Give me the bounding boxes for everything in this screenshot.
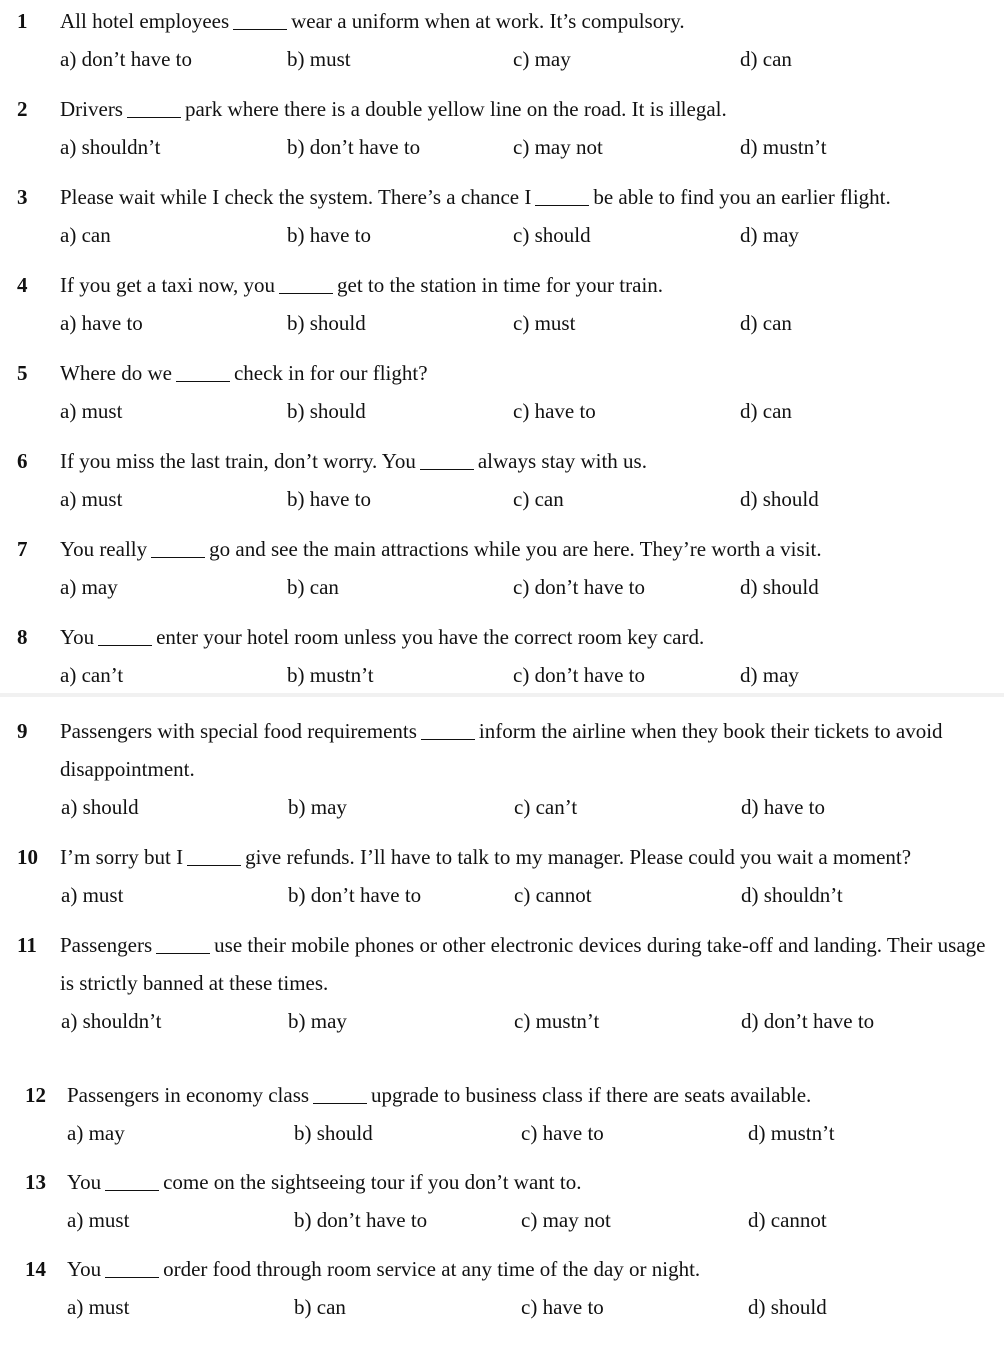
option-c[interactable]: c) may [513,47,571,71]
question-number: 10 [17,845,38,869]
option-a[interactable]: a) can [60,223,111,247]
option-a[interactable]: a) must [67,1208,130,1232]
answer-blank [105,1257,159,1278]
option-b[interactable]: b) should [287,399,366,423]
option-d[interactable]: d) can [740,399,792,423]
option-d[interactable]: d) may [740,663,799,687]
answer-blank [421,719,475,740]
question-text-before: Passengers in economy class [67,1083,310,1107]
option-c[interactable]: c) have to [513,399,596,423]
options-row [0,568,1004,606]
answer-blank [233,9,287,30]
answer-blank [176,361,230,382]
answer-blank [420,449,474,470]
options-row [0,1288,1004,1326]
question-number: 13 [25,1170,46,1194]
option-c[interactable]: c) may not [521,1208,611,1232]
option-b[interactable]: b) have to [287,223,371,247]
answer-blank [98,625,152,646]
question-14 [0,1250,1004,1326]
question-1 [0,2,1004,78]
question-number: 11 [17,933,37,957]
option-a[interactable]: a) must [67,1295,130,1319]
option-c[interactable]: c) have to [521,1295,604,1319]
option-b[interactable]: b) can [287,575,339,599]
option-a[interactable]: a) may [60,575,118,599]
question-number: 1 [17,9,28,33]
question-text-before: I’m sorry but I [60,845,184,869]
question-text-after: go and see the main attractions while you are here. They’re worth a visit. [209,537,822,561]
answer-blank [105,1170,159,1191]
option-b[interactable]: b) don’t have to [287,135,421,159]
option-a[interactable]: a) should [61,795,139,819]
question-12 [0,1076,1004,1152]
options-row [0,216,1004,254]
answer-blank [279,273,333,294]
answer-blank [156,933,210,954]
question-3 [0,178,1004,254]
option-c[interactable]: c) should [513,223,591,247]
question-text-before: You [67,1170,102,1194]
question-10 [0,838,1004,914]
option-a[interactable]: a) can’t [60,663,124,687]
option-c[interactable]: c) must [513,311,576,335]
option-b[interactable]: b) may [288,1009,347,1033]
option-b[interactable]: b) should [294,1121,373,1145]
question-text-after: park where there is a double yellow line on the road. It is illegal. [184,97,727,121]
options-row [0,480,1004,518]
question-number: 14 [25,1257,46,1281]
option-b[interactable]: b) should [287,311,366,335]
question-4 [0,266,1004,342]
answer-blank [313,1083,367,1104]
question-text-after: come on the sightseeing tour if you don’t want to. [163,1170,582,1194]
option-d[interactable]: d) cannot [748,1208,827,1232]
question-2 [0,90,1004,166]
question-text-after: wear a uniform when at work. It’s compulsory. [291,9,685,33]
question-text-after: always stay with us. [477,449,647,473]
question-5 [0,354,1004,430]
option-d[interactable]: d) can [740,311,792,335]
option-d[interactable]: d) shouldn’t [741,883,843,907]
question-8 [0,618,1004,694]
option-b[interactable]: b) must [287,47,351,71]
question-text-after: use their mobile phones or other electronic devices during take-off and landing. Their usage is strictly banned at these times. [60,933,986,995]
question-11 [0,926,1004,1040]
question-number: 5 [17,361,28,385]
question-text-before: Passengers [60,933,153,957]
option-c[interactable]: c) mustn’t [514,1009,600,1033]
question-text-after: inform the airline when they book their tickets to avoid disappointment. [60,719,943,781]
options-row [0,1114,1004,1152]
question-text-after: give refunds. I’ll have to talk to my manager. Please could you wait a moment? [245,845,912,869]
options-row [0,1201,1004,1239]
options-row [0,788,1004,826]
option-d[interactable]: d) mustn’t [748,1121,835,1145]
option-c[interactable]: c) cannot [514,883,592,907]
option-a[interactable]: a) don’t have to [60,47,192,71]
options-row [0,40,1004,78]
options-row [0,1002,1004,1040]
question-text-after: enter your hotel room unless you have the correct room key card. [156,625,705,649]
question-text-before: All hotel employees [60,9,230,33]
option-a[interactable]: a) may [67,1121,125,1145]
option-b[interactable]: b) have to [287,487,371,511]
question-9 [0,712,1004,826]
question-text-after: check in for our flight? [233,361,428,385]
option-d[interactable]: d) can [740,47,792,71]
option-d[interactable]: d) may [740,223,799,247]
option-d[interactable]: d) should [748,1295,827,1319]
answer-blank [151,537,205,558]
option-a[interactable]: a) shouldn’t [60,135,161,159]
option-c[interactable]: c) may not [513,135,603,159]
option-b[interactable]: b) mustn’t [287,663,374,687]
answer-blank [535,185,589,206]
answer-blank [187,845,241,866]
question-number: 4 [17,273,28,297]
question-7 [0,530,1004,606]
option-b[interactable]: b) may [288,795,347,819]
question-number: 2 [17,97,28,121]
option-c[interactable]: c) have to [521,1121,604,1145]
option-c[interactable]: c) don’t have to [513,575,645,599]
question-text-before: Passengers with special food requirements [60,719,417,743]
answer-blank [127,97,181,118]
question-text-after: order food through room service at any time of the day or night. [163,1257,701,1281]
question-number: 9 [17,719,28,743]
options-row [0,656,1004,694]
option-b[interactable]: b) don’t have to [288,883,422,907]
question-13 [0,1163,1004,1239]
option-c[interactable]: c) can’t [514,795,578,819]
question-number: 7 [17,537,28,561]
question-text-before: You [67,1257,102,1281]
question-number: 3 [17,185,28,209]
options-row [0,392,1004,430]
question-text-before: If you miss the last train, don’t worry. You [60,449,416,473]
option-a[interactable]: a) must [60,487,123,511]
question-text-after: get to the station in time for your train. [337,273,664,297]
option-a[interactable]: a) have to [60,311,143,335]
option-d[interactable]: d) should [740,487,819,511]
question-text-before: Drivers [60,97,123,121]
options-row [0,304,1004,342]
option-d[interactable]: d) mustn’t [740,135,827,159]
option-a[interactable]: a) must [60,399,123,423]
question-text-after: upgrade to business class if there are seats available. [371,1083,812,1107]
option-a[interactable]: a) shouldn’t [61,1009,162,1033]
question-text-before: If you get a taxi now, you [60,273,276,297]
option-b[interactable]: b) don’t have to [294,1208,428,1232]
question-6 [0,442,1004,518]
option-a[interactable]: a) must [61,883,124,907]
options-row [0,876,1004,914]
question-number: 12 [25,1083,46,1107]
question-text-before: You really [60,537,148,561]
question-number: 6 [17,449,28,473]
option-c[interactable]: c) can [513,487,564,511]
option-d[interactable]: d) don’t have to [741,1009,875,1033]
question-text-before: Please wait while I check the system. There’s a chance I [60,185,532,209]
question-text-after: be able to find you an earlier flight. [593,185,891,209]
option-d[interactable]: d) have to [741,795,825,819]
question-number: 8 [17,625,28,649]
options-row [0,128,1004,166]
option-d[interactable]: d) should [740,575,819,599]
question-text-before: You [60,625,95,649]
question-text-before: Where do we [60,361,172,385]
option-b[interactable]: b) can [294,1295,346,1319]
option-c[interactable]: c) don’t have to [513,663,645,687]
